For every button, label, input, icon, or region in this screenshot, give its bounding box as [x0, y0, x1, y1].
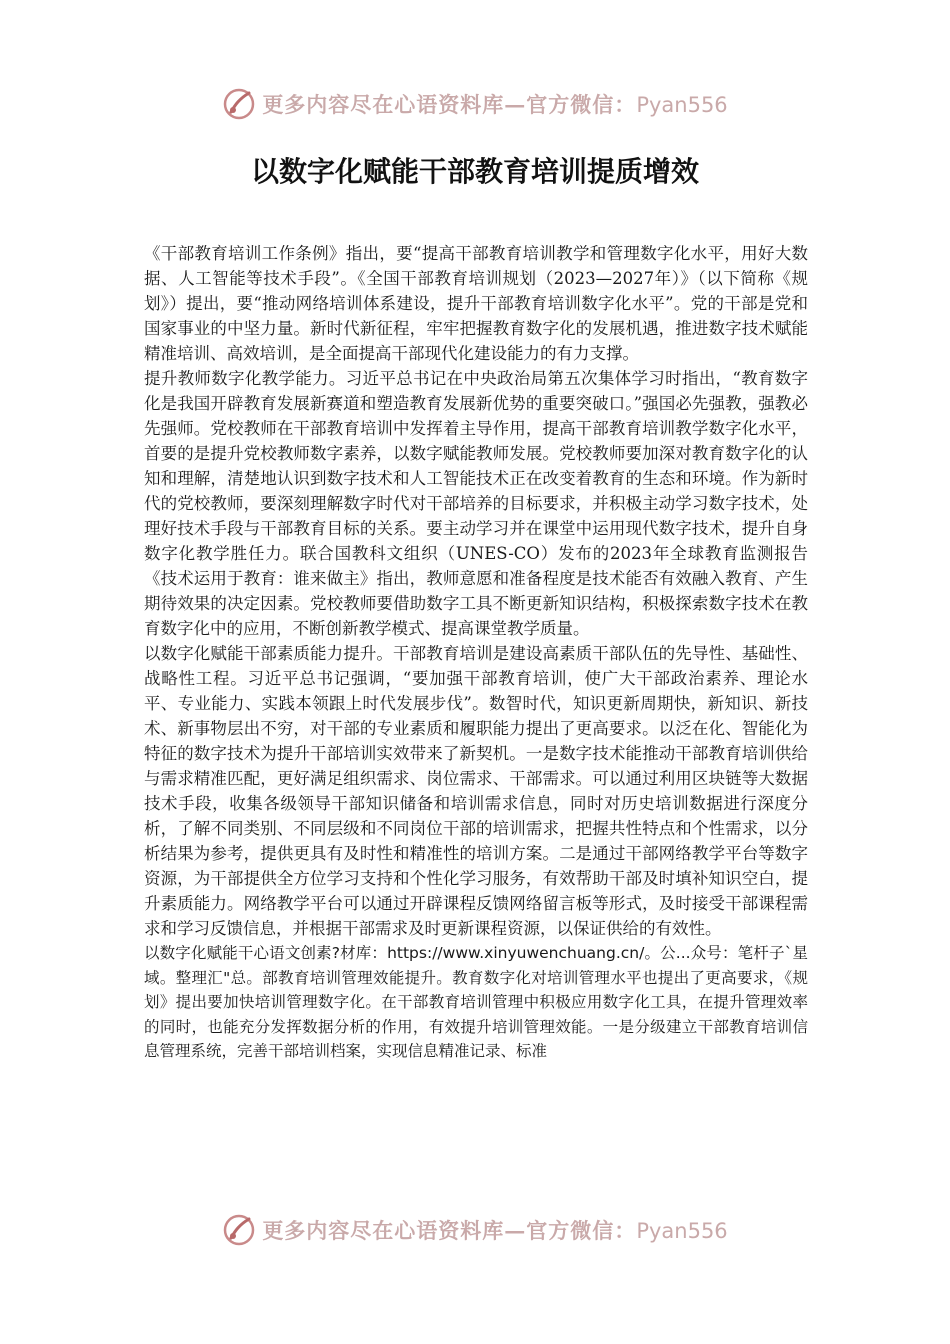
brush-logo-icon: [222, 87, 256, 121]
wechat-id: Pyan556: [636, 93, 728, 117]
brush-logo-icon: [222, 1213, 256, 1247]
paragraph-teacher-capability: 提升教师数字化教学能力。习近平总书记在中央政治局第五次集体学习时指出，“教育数字化是我国开辟教育发展新赛道和塑造教育发展新优势的重要突破口。”强国必先强教，强教必先强师。党校教师在干部教育培训中发挥着主导作用，提高干部教育培训教学数字化水平，首要的是提升党校教师数字素养，以数字赋能教师发展。党校教师要加深对教育数字化的认知和理解，清楚地认识到数字技术和人工智能技术正在改变着教育的生态和环境。作为新时代的党校教师，要深刻理解数字时代对干部培养的目标要求，并积极主动学习数字技术，处理好技术手段与干部教育目标的关系。要主动学习并在课堂中运用现代数字技术，提升自身数字化教学胜任力。联合国教科文组织（UNES-CO）发布的2023年全球教育监测报告《技术运用于教育：谁来做主》指出，教师意愿和准备程度是技术能否有效融入教育、产生期待效果的决定因素。党校教师要借助数字工具不断更新知识结构，积极探索数字技术在教育数字化中的应用，不断创新教学模式、提高课堂教学质量。: [144, 369, 808, 638]
document-body: [144, 241, 808, 1064]
banner-text: 更多内容尽在心语资料库—官方微信：Pyan556: [262, 92, 728, 117]
paragraph-cadre-quality: 以数字化赋能干部素质能力提升。干部教育培训是建设高素质干部队伍的先导性、基础性、战略性工程。习近平总书记强调，“要加强干部教育培训，使广大干部政治素养、理论水平、专业能力、实践本领跟上时代发展步伐”。数智时代，知识更新周期快，新知识、新技术、新事物层出不穷，对干部的专业素质和履职能力提出了更高要求。以泛在化、智能化为特征的数字技术为提升干部培训实效带来了新契机。一是数字技术能推动干部教育培训供给与需求精准匹配，更好满足组织需求、岗位需求、干部需求。可以通过利用区块链等大数据技术手段，收集各级领导干部知识储备和培训需求信息，同时对历史培训数据进行深度分析，了解不同类别、不同层级和不同岗位干部的培训需求，把握共性特点和个性需求，以分析结果为参考，提供更具有及时性和精准性的培训方案。二是通过干部网络教学平台等数字资源，为干部提供全方位学习支持和个性化学习服务，有效帮助干部及时填补知识空白，提升素质能力。网络教学平台可以通过开辟课程反馈网络留言板等形式，及时接受干部课程需求和学习反馈信息，并根据干部需求及时更新课程资源，以保证供给的有效性。: [144, 644, 808, 938]
wechat-id: Pyan556: [636, 1219, 728, 1243]
paragraph-management-efficiency: 以数字化赋能干心语文创素?材库：https://www.xinyuwenchuang.cn/。公...众号：笔杆子`星域。整理汇"总。部教育培训管理效能提升。教育数字化对培训管理水平也提出了更高要求，《规划》提出要加快培训管理数字化。在干部教育培训管理中积极应用数字化工具，在提升管理效率的同时，也能充分发挥数据分析的作用，有效提升培训管理效能。一是分级建立干部教育培训信息管理系统，完善干部培训档案，实现信息精准记录、标准: [144, 944, 808, 1061]
paragraph-intro: 《干部教育培训工作条例》指出，要“提高干部教育培训教学和管理数字化水平，用好大数据、人工智能等技术手段”。《全国干部教育培训规划（2023—2027年）》（以下简称《规划》）提出，要“推动网络培训体系建设，提升干部教育培训数字化水平”。党的干部是党和国家事业的中坚力量。新时代新征程，牢牢把握教育数字化的发展机遇，推进数字技术赋能精准培训、高效培训，是全面提高干部现代化建设能力的有力支撑。: [144, 244, 808, 363]
header-watermark-banner: [0, 82, 950, 126]
banner-text: 更多内容尽在心语资料库—官方微信：Pyan556: [262, 1218, 728, 1243]
footer-watermark-banner: [0, 1208, 950, 1252]
document-title: 以数字化赋能干部教育培训提质增效: [250, 155, 699, 188]
